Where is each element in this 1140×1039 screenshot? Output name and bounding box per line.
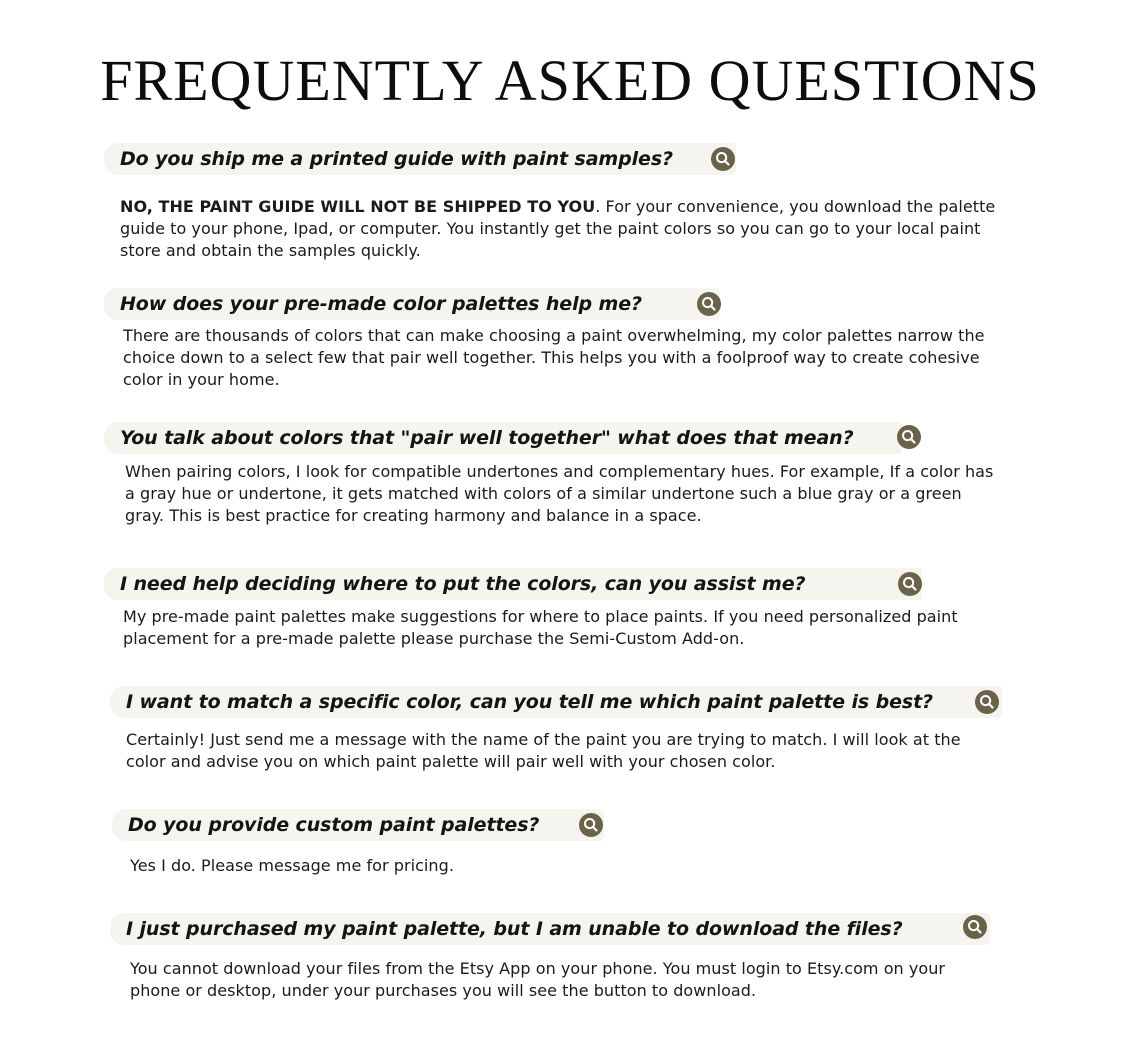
answer-emphasis: NO, THE PAINT GUIDE WILL NOT BE SHIPPED TO YOU	[120, 197, 596, 216]
question-text: How does your pre-made color palettes help me?	[120, 293, 642, 315]
question-bar[interactable]	[104, 143, 736, 175]
question-text: Do you ship me a printed guide with paint samples?	[120, 148, 673, 170]
search-icon[interactable]	[898, 572, 922, 596]
answer-text: Certainly! Just send me a message with the name of the paint you are trying to match. I will look at the color and advise you on which paint palette will pair well with your chosen color.	[126, 730, 961, 771]
answer-text: Yes I do. Please message me for pricing.	[130, 856, 454, 875]
search-icon[interactable]	[975, 690, 999, 714]
question-bar[interactable]	[104, 568, 922, 600]
question-bar[interactable]	[110, 913, 990, 945]
question-text: I want to match a specific color, can you tell me which paint palette is best?	[126, 691, 933, 713]
question-text: Do you provide custom paint palettes?	[128, 814, 540, 836]
answer-body: . For your convenience, you download the palette guide to your phone, Ipad, or computer. You instantly get the paint colors so you can go to your local paint store and obtain the samples quickly.	[120, 197, 996, 260]
question-text: I need help deciding where to put the colors, can you assist me?	[120, 573, 806, 595]
answer-text: My pre-made paint palettes make suggestions for where to place paints. If you need personalized paint placement for a pre-made palette please purchase the Semi-Custom Add-on.	[123, 607, 958, 648]
search-icon[interactable]	[697, 292, 721, 316]
search-icon[interactable]	[579, 813, 603, 837]
question-bar[interactable]	[112, 809, 604, 841]
answer-text: You cannot download your files from the Etsy App on your phone. You must login to Etsy.com on your phone or desktop, under your purchases you will see the button to download.	[130, 959, 946, 1000]
page-title: FREQUENTLY ASKED QUESTIONS	[100, 48, 1040, 113]
answer-text: There are thousands of colors that can make choosing a paint overwhelming, my color palettes narrow the choice down to a select few that pair well together. This helps you with a foolproof way to create cohesive color in your home.	[123, 326, 985, 389]
search-icon[interactable]	[897, 425, 921, 449]
question-text: I just purchased my paint palette, but I am unable to download the files?	[126, 918, 903, 940]
answer-text	[120, 196, 1000, 262]
search-icon[interactable]	[963, 915, 987, 939]
search-icon[interactable]	[711, 147, 735, 171]
answer-text: When pairing colors, I look for compatible undertones and complementary hues. For example, If a color has a gray hue or undertone, it gets matched with colors of a similar undertone such a blue gray or a green gray. This is best practice for creating harmony and balance in a space.	[125, 462, 994, 525]
question-bar[interactable]	[104, 422, 902, 454]
question-bar[interactable]	[104, 288, 720, 320]
question-text: You talk about colors that "pair well together" what does that mean?	[120, 427, 854, 449]
question-bar[interactable]	[110, 686, 1002, 718]
